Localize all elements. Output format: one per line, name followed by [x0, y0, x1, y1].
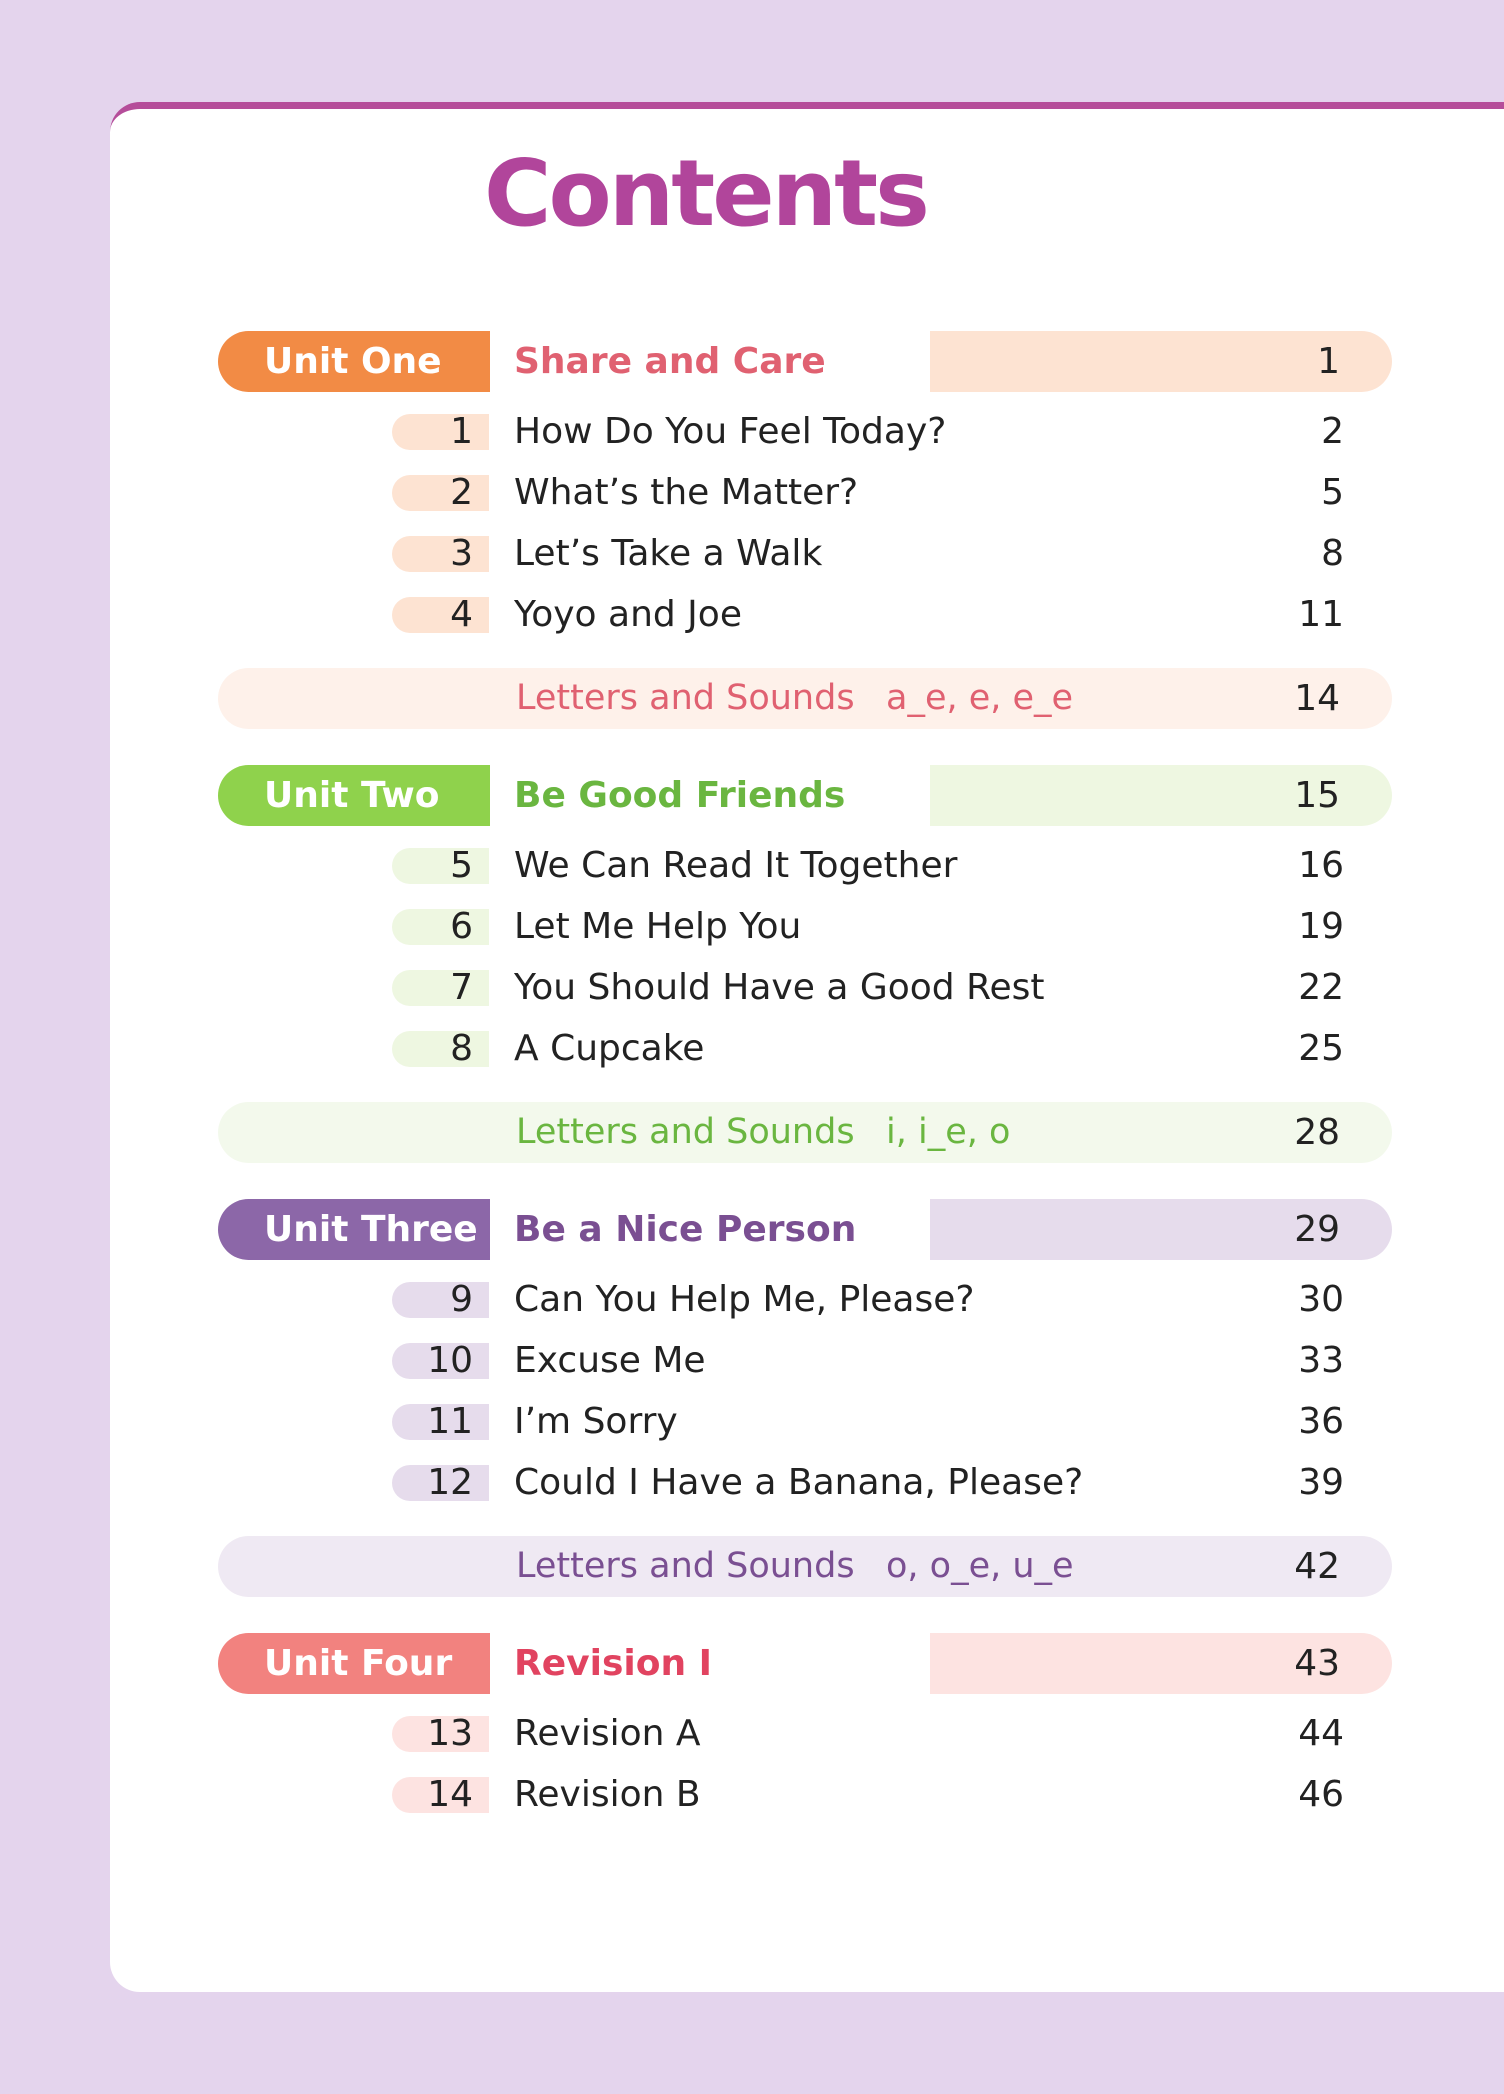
lesson-number: 8 — [392, 1031, 489, 1067]
lesson-number: 13 — [392, 1716, 489, 1752]
letters-and-sounds-label[interactable]: Letters and Sounds — [516, 678, 855, 718]
page-title: Contents — [484, 140, 927, 247]
lesson-page-number: 33 — [1298, 1340, 1344, 1381]
lesson-title[interactable]: Let’s Take a Walk — [514, 533, 823, 574]
lesson-page-number: 46 — [1298, 1774, 1344, 1815]
letters-and-sounds-row[interactable] — [218, 1102, 1392, 1163]
lesson-page-number: 19 — [1298, 906, 1344, 947]
lesson-title[interactable]: You Should Have a Good Rest — [514, 967, 1045, 1008]
lesson-number: 11 — [392, 1404, 489, 1440]
lesson-row[interactable] — [0, 406, 1504, 454]
lesson-row[interactable] — [0, 1769, 1504, 1817]
lesson-number: 6 — [392, 909, 489, 945]
lesson-row[interactable] — [0, 1023, 1504, 1071]
letters-and-sounds-label[interactable]: Letters and Sounds — [516, 1112, 855, 1152]
letters-and-sounds-sounds: a_e, e, e_e — [886, 678, 1074, 718]
lesson-number: 10 — [392, 1343, 489, 1379]
letters-and-sounds-sounds: o, o_e, u_e — [886, 1546, 1074, 1586]
lesson-row[interactable] — [0, 1457, 1504, 1505]
lesson-page-number: 44 — [1298, 1713, 1344, 1754]
lesson-row[interactable] — [0, 1396, 1504, 1444]
lesson-page-number: 39 — [1298, 1462, 1344, 1503]
unit-page-number: 43 — [1294, 1643, 1340, 1684]
unit-label-pill[interactable]: Unit Two — [218, 765, 490, 826]
unit-label-pill[interactable]: Unit One — [218, 331, 490, 392]
unit-page-bar — [930, 1633, 1392, 1694]
unit-label-pill[interactable]: Unit Four — [218, 1633, 490, 1694]
lesson-number: 2 — [392, 475, 489, 511]
unit-page-number: 1 — [1317, 341, 1340, 382]
lesson-number: 12 — [392, 1465, 489, 1501]
lesson-number: 7 — [392, 970, 489, 1006]
lesson-row[interactable] — [0, 1274, 1504, 1322]
lesson-number: 4 — [392, 597, 489, 633]
lesson-number: 9 — [392, 1282, 489, 1318]
lesson-number: 14 — [392, 1777, 489, 1813]
lesson-title[interactable]: Revision B — [514, 1774, 701, 1815]
lesson-title[interactable]: Excuse Me — [514, 1340, 706, 1381]
letters-and-sounds-page-number: 14 — [1294, 678, 1340, 719]
unit-page-bar — [930, 1199, 1392, 1260]
lesson-row[interactable] — [0, 1335, 1504, 1383]
letters-and-sounds-label[interactable]: Letters and Sounds — [516, 1546, 855, 1586]
lesson-row[interactable] — [0, 467, 1504, 515]
lesson-row[interactable] — [0, 528, 1504, 576]
lesson-title[interactable]: What’s the Matter? — [514, 472, 859, 513]
unit-page-bar — [930, 765, 1392, 826]
lesson-page-number: 30 — [1298, 1279, 1344, 1320]
unit-title[interactable]: Revision I — [514, 1643, 712, 1684]
lesson-row[interactable] — [0, 901, 1504, 949]
unit-page-number: 15 — [1294, 775, 1340, 816]
lesson-page-number: 22 — [1298, 967, 1344, 1008]
letters-and-sounds-sounds: i, i_e, o — [886, 1112, 1011, 1152]
letters-and-sounds-page-number: 28 — [1294, 1112, 1340, 1153]
lesson-title[interactable]: How Do You Feel Today? — [514, 411, 947, 452]
unit-label-pill[interactable]: Unit Three — [218, 1199, 490, 1260]
lesson-title[interactable]: A Cupcake — [514, 1028, 705, 1069]
lesson-row[interactable] — [0, 1708, 1504, 1756]
lesson-number: 5 — [392, 848, 489, 884]
lesson-page-number: 5 — [1321, 472, 1344, 513]
lesson-page-number: 36 — [1298, 1401, 1344, 1442]
lesson-title[interactable]: Yoyo and Joe — [514, 594, 742, 635]
lesson-title[interactable]: We Can Read It Together — [514, 845, 958, 886]
lesson-title[interactable]: Let Me Help You — [514, 906, 802, 947]
unit-title[interactable]: Be a Nice Person — [514, 1209, 857, 1250]
lesson-page-number: 8 — [1321, 533, 1344, 574]
lesson-number: 3 — [392, 536, 489, 572]
lesson-title[interactable]: Could I Have a Banana, Please? — [514, 1462, 1084, 1503]
unit-title[interactable]: Be Good Friends — [514, 775, 846, 816]
unit-page-bar — [930, 331, 1392, 392]
lesson-page-number: 11 — [1298, 594, 1344, 635]
lesson-title[interactable]: I’m Sorry — [514, 1401, 678, 1442]
lesson-row[interactable] — [0, 589, 1504, 637]
unit-title[interactable]: Share and Care — [514, 341, 826, 382]
lesson-page-number: 25 — [1298, 1028, 1344, 1069]
letters-and-sounds-row[interactable] — [218, 1536, 1392, 1597]
lesson-page-number: 2 — [1321, 411, 1344, 452]
letters-and-sounds-row[interactable] — [218, 668, 1392, 729]
lesson-page-number: 16 — [1298, 845, 1344, 886]
lesson-title[interactable]: Can You Help Me, Please? — [514, 1279, 975, 1320]
lesson-number: 1 — [392, 414, 489, 450]
unit-page-number: 29 — [1294, 1209, 1340, 1250]
lesson-title[interactable]: Revision A — [514, 1713, 701, 1754]
lesson-row[interactable] — [0, 840, 1504, 888]
letters-and-sounds-page-number: 42 — [1294, 1546, 1340, 1587]
lesson-row[interactable] — [0, 962, 1504, 1010]
